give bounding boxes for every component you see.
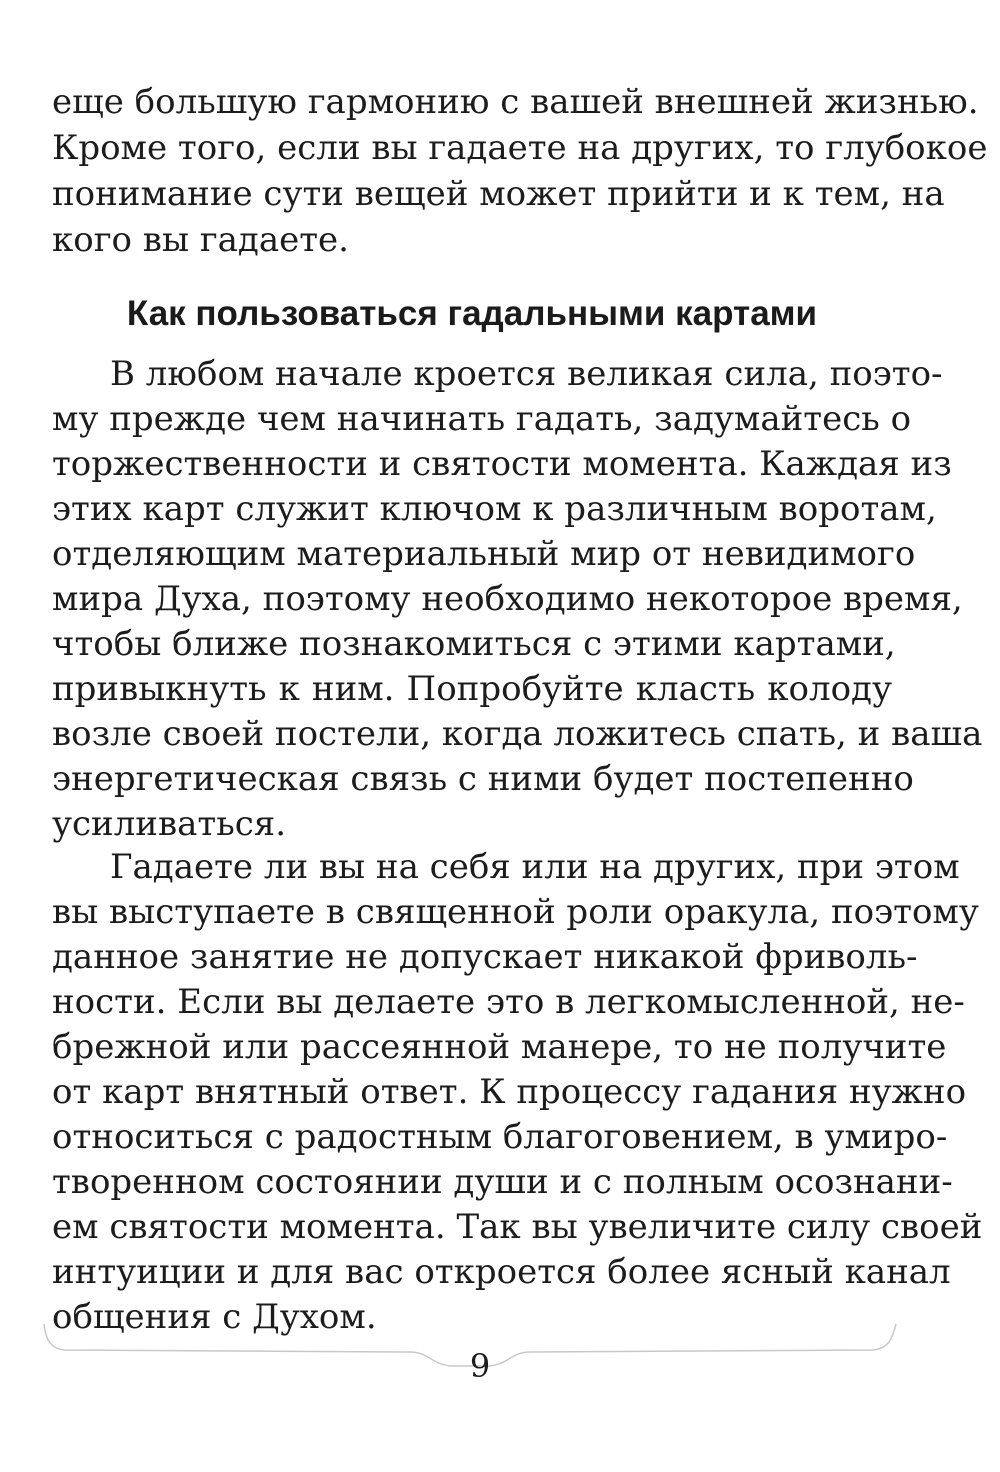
text-line: еще большую гармонию с вашей внешней жизнью.: [52, 82, 979, 122]
text-line: данное занятие не допускает никакой фриволь-: [52, 937, 918, 977]
text-line: отделяющим материальный мир от невидимого: [52, 534, 916, 574]
text-line: Гадаете ли вы на себя или на других, при этом: [110, 847, 960, 887]
text-line: общения с Духом.: [52, 1297, 377, 1337]
text-line: кого вы гадаете.: [52, 220, 349, 260]
text-line: ности. Если вы делаете это в легкомысленной, не-: [52, 982, 965, 1022]
text-line: творенном состоянии души и с полным осознани-: [52, 1162, 953, 1202]
text-line: возле своей постели, когда ложитесь спать, и ваша: [52, 714, 983, 754]
text-line: этих карт служит ключом к различным воротам,: [52, 489, 937, 529]
text-line: Кроме того, если вы гадаете на других, то глубокое: [52, 128, 988, 168]
text-line: чтобы ближе познакомиться с этими картами,: [52, 624, 896, 664]
text-line: понимание сути вещей может прийти и к тем, на: [52, 174, 945, 214]
text-line: вы выступаете в священной роли оракула, поэтому: [52, 892, 979, 932]
text-line: относиться с радостным благоговением, в умиро-: [52, 1117, 948, 1157]
section-heading: Как пользоваться гадальными картами: [126, 294, 818, 333]
text-line: В любом начале кроется великая сила, поэто-: [110, 354, 943, 394]
text-line: усиливаться.: [52, 804, 286, 844]
text-line: ем святости момента. Так вы увеличите силу своей: [52, 1207, 983, 1247]
text-line: брежной или рассеянной манере, то не получите: [52, 1027, 947, 1067]
text-line: мира Духа, поэтому необходимо некоторое время,: [52, 579, 963, 619]
text-line: энергетическая связь с ними будет постепенно: [52, 759, 914, 799]
text-line: привыкнуть к ним. Попробуйте класть колоду: [52, 669, 892, 709]
text-line: от карт внятный ответ. К процессу гадания нужно: [52, 1072, 967, 1112]
text-line: торжественности и святости момента. Каждая из: [52, 444, 952, 484]
text-line: му прежде чем начинать гадать, задумайтесь о: [52, 399, 912, 439]
text-line: интуиции и для вас откроется более ясный канал: [52, 1252, 951, 1292]
page-number: 9: [469, 1347, 491, 1385]
